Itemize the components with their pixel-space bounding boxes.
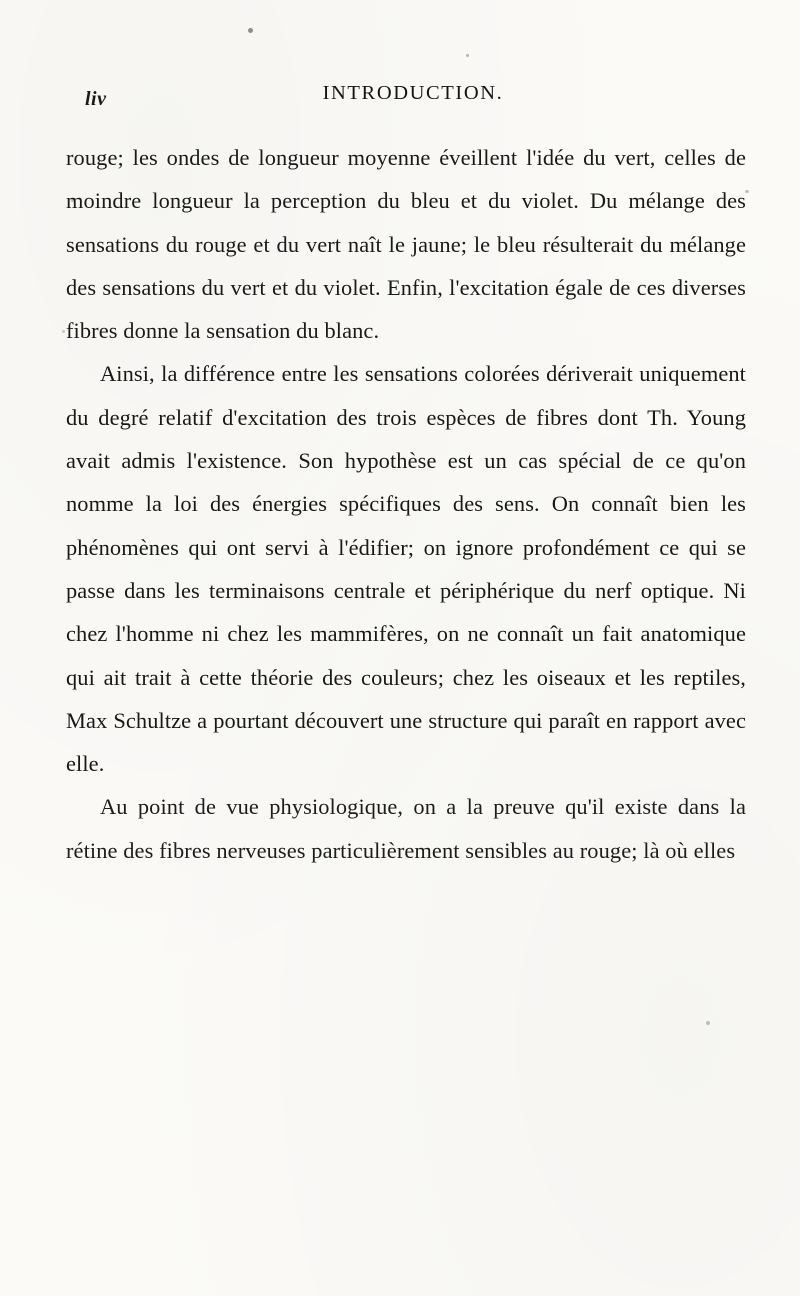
paragraph: Ainsi, la différence entre les sensations colorées dériverait uniquement du degré relatif d'excitation des trois espèces de fibres dont Th. Young avait admis l'existence. Son hypothèse est un cas spécial de ce qu'on nomme la loi des énergies spécifiques des sens. On connaît bien les phénomènes qui ont servi à l'édifier; on ignore profondément ce qui se passe dans les terminaisons centrale et périphérique du nerf optique. Ni chez l'homme ni chez les mammifères, on ne connaît un fait anatomique qui ait trait à cette théorie des couleurs; chez les oiseaux et les reptiles, Max Schultze a pourtant découvert une structure qui paraît en rapport avec elle.	[66, 361, 746, 777]
paper-speck	[466, 54, 469, 57]
paper-speck	[706, 1021, 710, 1025]
page-number: liv	[85, 88, 107, 110]
paper-speck	[248, 28, 253, 33]
running-head: INTRODUCTION.	[322, 82, 504, 104]
page-header	[60, 82, 740, 114]
paragraph: rouge; les ondes de longueur moyenne éveillent l'idée du vert, celles de moindre longueur la perception du bleu et du violet. Du mélange des sensations du rouge et du vert naît le jaune; le bleu résulterait du mélange des sensations du vert et du violet. Enfin, l'excitation égale de ces diverses fibres donne la sensation du blanc.	[66, 145, 746, 344]
paragraph: Au point de vue physiologique, on a la preuve qu'il existe dans la rétine des fibres nerveuses particulièrement sensibles au rouge; là où elles	[66, 794, 746, 863]
page-body	[66, 136, 746, 872]
paper-speck	[62, 330, 65, 333]
